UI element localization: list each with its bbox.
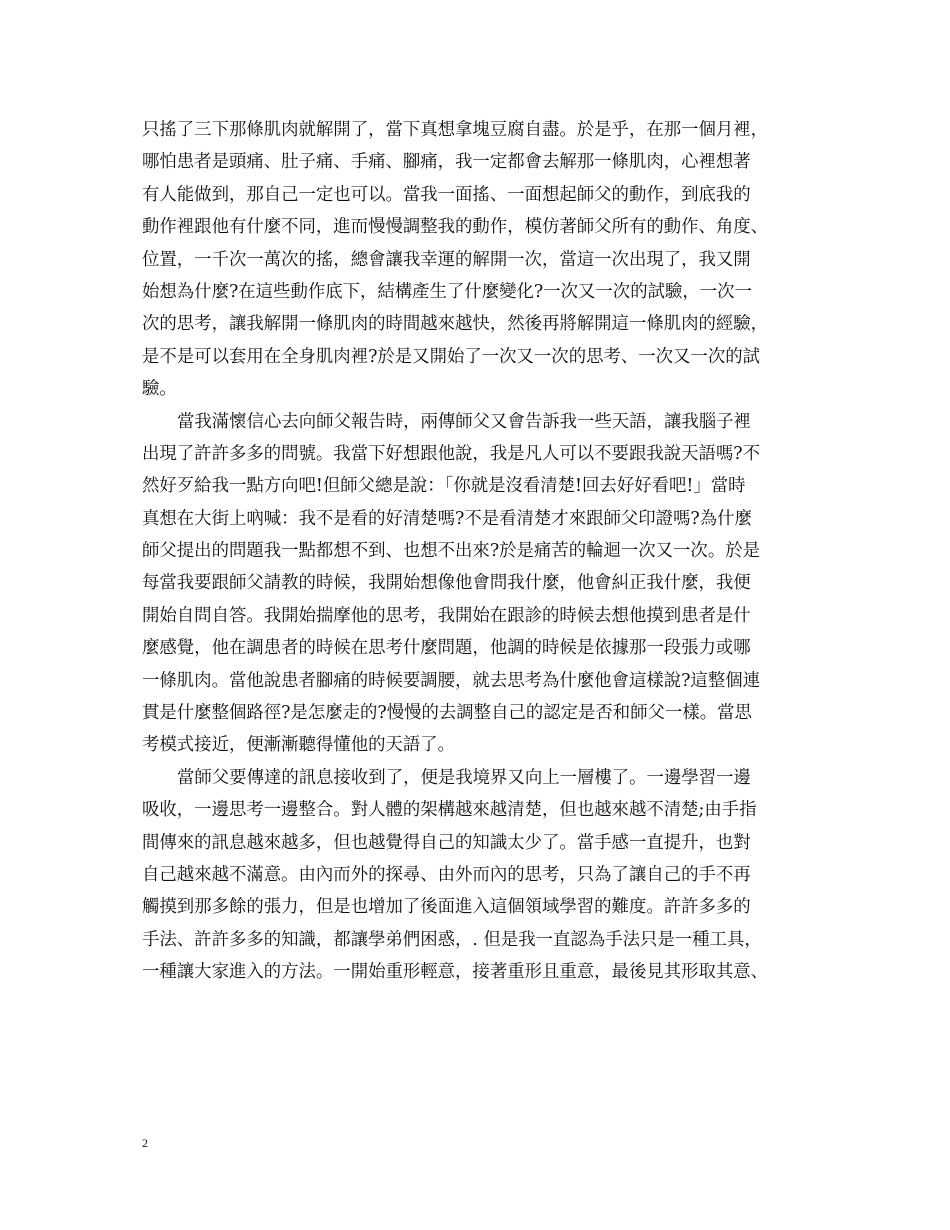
text-line: 吸收，一邊思考一邊整合。對人體的架構越來越清楚，但也越來越不清楚;由手指 xyxy=(142,800,757,821)
body-text xyxy=(142,114,832,989)
paragraph-start-line: 當師父要傳達的訊息接收到了，便是我境界又向上一層樓了。一邊學習一邊 xyxy=(177,767,751,788)
text-line: 每當我要跟師父請教的時候，我開始想像他會問我什麼，他會糾正我什麼，我便 xyxy=(142,573,751,594)
text-line: 間傳來的訊息越來越多，但也越覺得自己的知識太少了。當手感一直提升，也對 xyxy=(142,832,751,853)
text-line: 開始自問自答。我開始揣摩他的思考，我開始在跟診的時候去想他摸到患者是什 xyxy=(142,605,751,626)
text-line: 出現了許許多多的問號。我當下好想跟他說，我是凡人可以不要跟我說天語嗎?不 xyxy=(142,443,760,464)
text-line: 動作裡跟他有什麼不同，進而慢慢調整我的動作，模仿著師父所有的動作、角度、 xyxy=(142,217,769,238)
text-line: 麼感覺，他在調患者的時候在思考什麼問題，他調的時候是依據那一段張力或哪 xyxy=(142,638,751,659)
text-line: 貫是什麼整個路徑?是怎麼走的?慢慢的去調整自己的認定是否和師父一樣。當思 xyxy=(142,703,752,724)
text-line: 師父提出的問題我一點都想不到、也想不出來?於是痛苦的輪迴一次又一次。於是 xyxy=(142,541,760,562)
text-line: 次的思考，讓我解開一條肌肉的時間越來越快，然後再將解開這一條肌肉的經驗， xyxy=(142,314,769,335)
text-line: 一種讓大家進入的方法。一開始重形輕意，接著重形且重意，最後見其形取其意、 xyxy=(142,962,769,983)
text-line: 考模式接近，便漸漸聽得懂他的天語了。 xyxy=(142,735,456,756)
text-line: 位置，一千次一萬次的搖，總會讓我幸運的解開一次，當這一次出現了，我又開 xyxy=(142,249,751,270)
page-number: 2 xyxy=(142,1136,148,1150)
text-line: 自己越來越不滿意。由內而外的探尋、由外而內的思考，只為了讓自己的手不再 xyxy=(142,864,751,885)
text-line: 始想為什麼?在這些動作底下，結構產生了什麼變化?一次又一次的試驗，一次一 xyxy=(142,281,752,302)
text-line: 然好歹給我一點方向吧!但師父總是說：「你就是沒看清楚!回去好好看吧!」當時 xyxy=(142,476,746,497)
paragraph-start-line: 當我滿懷信心去向師父報告時，兩傳師父又會告訴我一些天語，讓我腦子裡 xyxy=(177,411,751,432)
text-line: 有人能做到，那自己一定也可以。當我一面搖、一面想起師父的動作，到底我的 xyxy=(142,184,751,205)
text-line: 驗。 xyxy=(142,379,177,400)
text-line: 哪怕患者是頭痛、肚子痛、手痛、腳痛，我一定都會去解那一條肌肉，心裡想著 xyxy=(142,152,751,173)
text-line: 手法、許許多多的知識，都讓學弟們困惑，. 但是我一直認為手法只是一種工具， xyxy=(142,929,762,950)
text-line: 觸摸到那多餘的張力，但是也增加了後面進入這個領域學習的難度。許許多多的 xyxy=(142,897,751,918)
text-line: 一條肌肉。當他說患者腳痛的時候要調腰，就去思考為什麼他會這樣說?這整個連 xyxy=(142,670,760,691)
text-line: 只搖了三下那條肌肉就解開了，當下真想拿塊豆腐自盡。於是乎，在那一個月裡， xyxy=(142,120,769,140)
text-line: 是不是可以套用在全身肌肉裡?於是又開始了一次又一次的思考、一次又一次的試 xyxy=(142,346,760,367)
text-line: 真想在大街上吶喊：我不是看的好清楚嗎?不是看清楚才來跟師父印證嗎?為什麼 xyxy=(142,508,752,529)
